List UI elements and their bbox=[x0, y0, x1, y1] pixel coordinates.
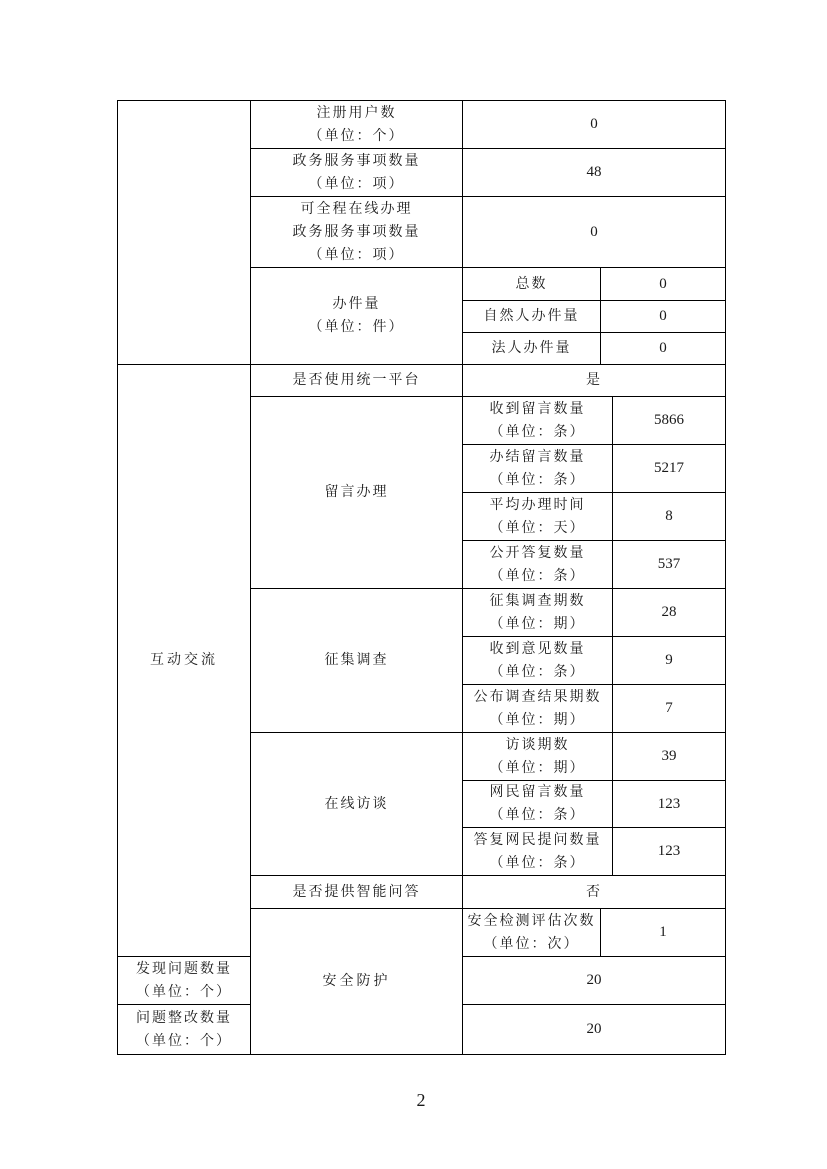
security-section-title: 安全防护 bbox=[251, 909, 463, 1055]
interaction-section-title: 互动交流 bbox=[118, 365, 251, 957]
handling-legal-person-label: 法人办件量 bbox=[463, 333, 601, 365]
unified-platform-value: 是 bbox=[463, 365, 726, 397]
survey-periods-value: 28 bbox=[613, 589, 726, 637]
issues-found-value: 20 bbox=[463, 957, 726, 1005]
service-items-label: 政务服务事项数量 （单位：项） bbox=[251, 149, 463, 197]
survey-opinions-label: 收到意见数量 （单位：条） bbox=[463, 637, 613, 685]
interview-replies-value: 123 bbox=[613, 828, 726, 876]
messages-received-value: 5866 bbox=[613, 397, 726, 445]
handling-total-value: 0 bbox=[601, 268, 726, 301]
messages-avg-time-value: 8 bbox=[613, 493, 726, 541]
registered-users-value: 0 bbox=[463, 101, 726, 149]
handling-label: 办件量 （单位：件） bbox=[251, 268, 463, 365]
messages-public-reply-value: 537 bbox=[613, 541, 726, 589]
interview-periods-value: 39 bbox=[613, 733, 726, 781]
handling-natural-person-value: 0 bbox=[601, 301, 726, 333]
section-blank-cell bbox=[118, 101, 251, 365]
page-number: 2 bbox=[416, 1090, 426, 1110]
messages-public-reply-label: 公开答复数量 （单位：条） bbox=[463, 541, 613, 589]
registered-users-label: 注册用户数 （单位：个） bbox=[251, 101, 463, 149]
interview-periods-label: 访谈期数 （单位：期） bbox=[463, 733, 613, 781]
smart-qa-label: 是否提供智能问答 bbox=[251, 876, 463, 909]
online-items-value: 0 bbox=[463, 197, 726, 268]
survey-results-label: 公布调查结果期数 （单位：期） bbox=[463, 685, 613, 733]
messages-avg-time-label: 平均办理时间 （单位：天） bbox=[463, 493, 613, 541]
security-checks-value: 1 bbox=[601, 909, 726, 957]
issues-found-label: 发现问题数量 （单位：个） bbox=[118, 957, 251, 1005]
smart-qa-value: 否 bbox=[463, 876, 726, 909]
issues-fixed-value: 20 bbox=[463, 1005, 726, 1055]
interview-label: 在线访谈 bbox=[251, 733, 463, 876]
interview-messages-value: 123 bbox=[613, 781, 726, 828]
interview-messages-label: 网民留言数量 （单位：条） bbox=[463, 781, 613, 828]
security-checks-label: 安全检测评估次数 （单位：次） bbox=[463, 909, 601, 957]
service-items-value: 48 bbox=[463, 149, 726, 197]
survey-label: 征集调查 bbox=[251, 589, 463, 733]
messages-received-label: 收到留言数量 （单位：条） bbox=[463, 397, 613, 445]
statistics-table bbox=[117, 100, 726, 1055]
survey-opinions-value: 9 bbox=[613, 637, 726, 685]
issues-fixed-label: 问题整改数量 （单位：个） bbox=[118, 1005, 251, 1055]
online-items-label: 可全程在线办理 政务服务事项数量 （单位：项） bbox=[251, 197, 463, 268]
messages-closed-value: 5217 bbox=[613, 445, 726, 493]
handling-natural-person-label: 自然人办件量 bbox=[463, 301, 601, 333]
interview-replies-label: 答复网民提问数量 （单位：条） bbox=[463, 828, 613, 876]
handling-legal-person-value: 0 bbox=[601, 333, 726, 365]
survey-results-value: 7 bbox=[613, 685, 726, 733]
unified-platform-label: 是否使用统一平台 bbox=[251, 365, 463, 397]
messages-label: 留言办理 bbox=[251, 397, 463, 589]
messages-closed-label: 办结留言数量 （单位：条） bbox=[463, 445, 613, 493]
survey-periods-label: 征集调查期数 （单位：期） bbox=[463, 589, 613, 637]
handling-total-label: 总数 bbox=[463, 268, 601, 301]
